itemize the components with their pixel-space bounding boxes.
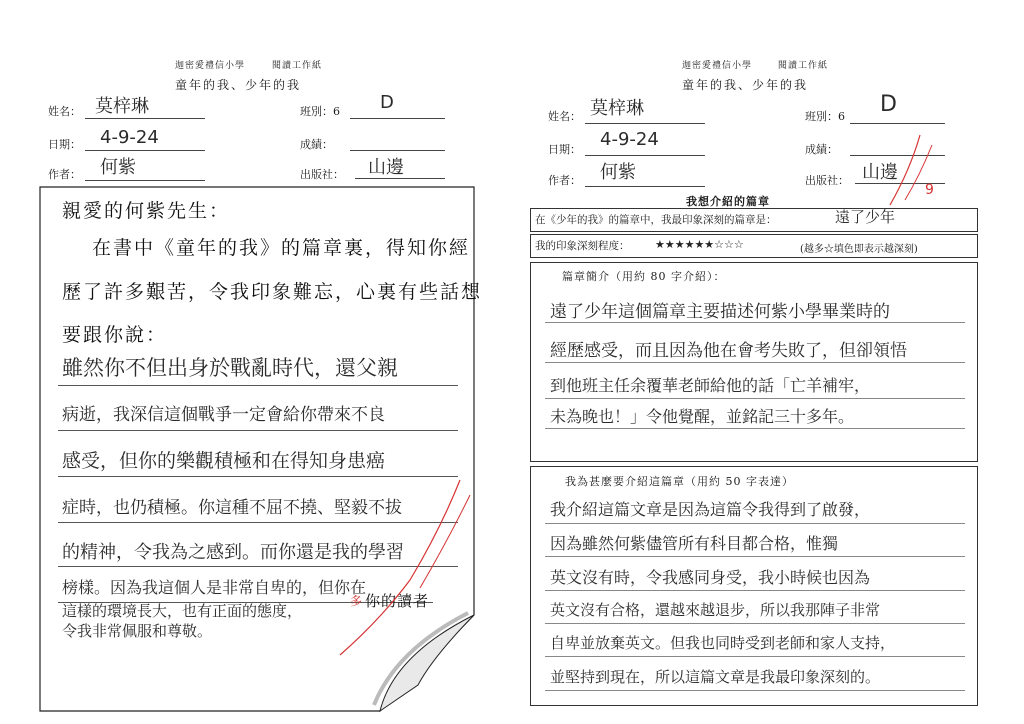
right-date-value: 4-9-24 <box>600 129 659 150</box>
chapter-value: 遠了少年 <box>835 208 896 226</box>
impression-label: 我的印象深刻程度： <box>535 240 630 252</box>
right-grade-label: 成績： <box>805 143 838 156</box>
letter-hand-line-6: 榜樣。因為我這個人是非常自卑的，但你在 <box>62 578 367 597</box>
left-worksheet-label: 閱讀工作紙 <box>272 61 323 71</box>
left-author-label: 作者： <box>48 168 81 181</box>
reason-line-1: 我介紹這篇文章是因為這篇令我得到了啟發， <box>550 500 871 519</box>
letter-hand-line-3: 感受，但你的樂觀積極和在得知身患癌 <box>62 450 386 472</box>
right-author-value: 何紫 <box>600 162 636 183</box>
letter-line-1: 在書中《童年的我》的篇章裏，得知你經 <box>92 237 471 259</box>
grade-mark: 9 <box>925 182 934 198</box>
letter-greeting: 親愛的何紫先生： <box>62 200 231 222</box>
impression-stars: ★★★★★★☆☆☆ <box>655 238 744 251</box>
right-school-name: 迦密愛禮信小學 <box>682 61 753 71</box>
left-author-value: 何紫 <box>100 157 136 178</box>
left-class-label: 班別：6 <box>300 105 340 118</box>
left-school-name: 迦密愛禮信小學 <box>175 61 246 71</box>
left-publisher-label: 出版社： <box>300 168 344 181</box>
summary-line-3: 到他班主任余覆華老師給他的話「亡羊補牢， <box>550 376 871 395</box>
letter-signoff: 你的讀者 <box>365 592 430 610</box>
right-name-label: 姓名： <box>548 110 581 123</box>
chapter-prompt: 在《少年的我》的篇章中，我最印象深刻的篇章是： <box>535 214 777 226</box>
reason-line-6: 並堅持到現在，所以這篇文章是我最印象深刻的。 <box>550 668 881 686</box>
left-title: 童年的我、少年的我 <box>175 78 302 92</box>
letter-hand-line-1: 雖然你不但出身於戰亂時代，還父親 <box>62 356 398 380</box>
summary-line-1: 遠了少年這個篇章主要描述何紫小學畢業時的 <box>550 302 890 322</box>
right-name-value: 莫梓琳 <box>590 98 644 119</box>
right-class-value: D <box>880 92 897 117</box>
section-title: 我想介紹的篇章 <box>686 195 770 208</box>
letter-hand-line-8: 令我非常佩服和尊敬。 <box>62 622 213 640</box>
right-title: 童年的我、少年的我 <box>682 78 809 92</box>
reason-line-3: 英文沒有時，令我感同身受，我小時候也因為 <box>550 568 871 587</box>
right-date-label: 日期： <box>548 143 581 156</box>
left-name-value: 莫梓琳 <box>95 96 149 117</box>
reason-line-5: 自卑並放棄英文。但我也同時受到老師和家人支持， <box>550 634 896 652</box>
reason-title: 我為甚麼要介紹這篇章（用約 50 字表達） <box>565 475 794 488</box>
right-publisher-value: 山邊 <box>862 162 898 183</box>
summary-line-2: 經歷感受，而且因為他在會考失敗了，但卻領悟 <box>550 341 907 361</box>
left-name-label: 姓名： <box>48 105 81 118</box>
right-class-label: 班別：6 <box>805 110 845 123</box>
teacher-red-mark-left <box>320 470 480 670</box>
letter-hand-line-2: 病逝，我深信這個戰爭一定會給你帶來不良 <box>62 405 385 425</box>
letter-line-2: 歷了許多艱苦，令我印象難忘，心裏有些話想 <box>62 281 483 303</box>
summary-title: 篇章簡介（用約 80 字介紹）： <box>562 270 726 283</box>
letter-line-3: 要跟你說： <box>62 324 168 346</box>
left-grade-label: 成績： <box>300 138 333 151</box>
left-date-value: 4-9-24 <box>100 127 159 148</box>
left-publisher-value: 山邊 <box>368 157 404 178</box>
right-publisher-label: 出版社： <box>805 174 849 187</box>
letter-hand-line-7: 這樣的環境長大，也有正面的態度， <box>62 602 303 620</box>
letter-hand-line-5: 的精神，令我為之感到。而你還是我的學習 <box>62 542 404 563</box>
right-author-label: 作者： <box>548 174 581 187</box>
right-worksheet-label: 閱讀工作紙 <box>778 61 829 71</box>
impression-note: (越多☆填色即表示越深刻) <box>800 244 918 255</box>
reason-line-4: 英文沒有合格，還越來越退步，所以我那陣子非常 <box>550 601 881 619</box>
left-date-label: 日期： <box>48 138 81 151</box>
summary-line-4: 未為晚也！」令他覺醒，並銘記三十多年。 <box>550 407 855 426</box>
svg-text:多: 多 <box>350 594 363 608</box>
left-class-value: D <box>380 92 394 113</box>
letter-hand-line-4: 症時，也仍積極。你這種不屈不撓、堅毅不拔 <box>62 498 402 518</box>
teacher-red-mark-right <box>880 130 950 210</box>
reason-line-2: 因為雖然何紫儘管所有科目都合格，惟獨 <box>550 534 839 553</box>
